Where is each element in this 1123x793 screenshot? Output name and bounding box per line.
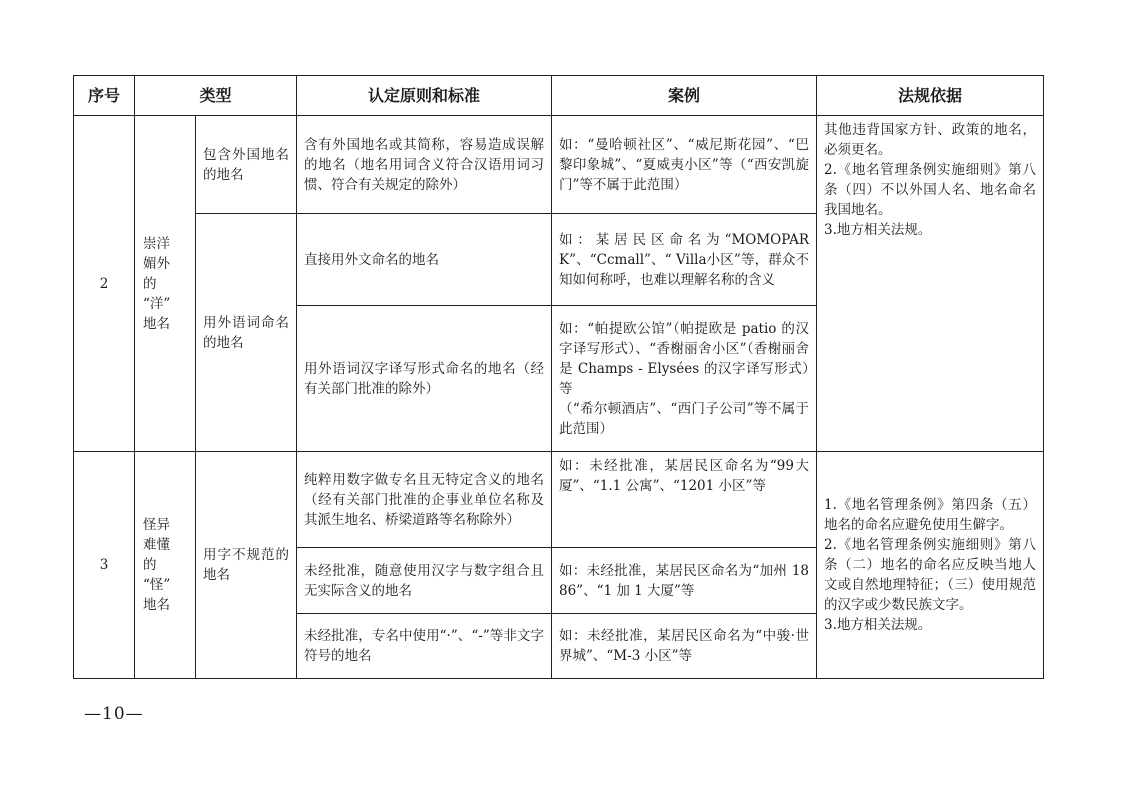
row-category: 怪异 难懂 的 “怪” 地名 [135, 452, 196, 679]
header-basis: 法规依据 [817, 76, 1044, 116]
header-no: 序号 [74, 76, 135, 116]
header-type: 类型 [135, 76, 297, 116]
case-cell: 如：未经批准，某居民区命名为“中骏·世界城”、“M-3 小区”等 [552, 614, 817, 679]
criteria-cell: 直接用外文命名的地名 [297, 214, 552, 306]
regulation-table [73, 75, 1044, 679]
basis-cell: 其他违背国家方针、政策的地名，必须更名。 2.《地名管理条例实施细则》第八条（四）不以外国人名、地名命名我国地名。 3.地方相关法规。 [817, 116, 1044, 452]
row-category: 崇洋 媚外 的 “洋” 地名 [135, 116, 196, 452]
basis-cell: 1.《地名管理条例》第四条（五）地名的命名应避免使用生僻字。 2.《地名管理条例实施细则》第八条（二）地名的命名应反映当地人文或自然地理特征；（三）使用规范的汉字或少数民族文字。 3.地方相关法规。 [817, 452, 1044, 679]
case-cell: 如：未经批准，某居民区命名为“加州 1886”、“1 加 1 大厦”等 [552, 548, 817, 614]
row-subtype: 用字不规范的地名 [196, 452, 297, 679]
table-header-row [74, 76, 1044, 116]
header-cases: 案例 [552, 76, 817, 116]
case-cell: 如：“曼哈顿社区”、“威尼斯花园”、“巴黎印象城”、“夏威夷小区”等（“西安凯旋门”等不属于此范围） [552, 116, 817, 214]
header-criteria: 认定原则和标准 [297, 76, 552, 116]
case-cell: 如：某居民区命名为“MOMOPARK”、“Ccmall”、“ Villa小区”等，群众不知如何称呼，也难以理解名称的含义 [552, 214, 817, 306]
criteria-cell: 未经批准，随意使用汉字与数字组合且无实际含义的地名 [297, 548, 552, 614]
table-row [74, 116, 1044, 214]
criteria-cell: 用外语词汉字译写形式命名的地名（经有关部门批准的除外） [297, 306, 552, 452]
row-subtype: 包含外国地名的地名 [196, 116, 297, 214]
row-no: 2 [74, 116, 135, 452]
row-no: 3 [74, 452, 135, 679]
page-number: —10— [84, 704, 144, 724]
table-row [74, 452, 1044, 548]
criteria-cell: 含有外国地名或其简称，容易造成误解的地名（地名用词含义符合汉语用词习惯、符合有关规定的除外） [297, 116, 552, 214]
criteria-cell: 纯粹用数字做专名且无特定含义的地名（经有关部门批准的企事业单位名称及其派生地名、桥梁道路等名称除外） [297, 452, 552, 548]
case-cell: 如：未经批准，某居民区命名为“99大厦”、“1.1 公寓”、“1201 小区”等 [552, 452, 817, 548]
criteria-cell: 未经批准，专名中使用“·”、“-”等非文字符号的地名 [297, 614, 552, 679]
row-subtype: 用外语词命名的地名 [196, 214, 297, 452]
case-cell: 如：“帕提欧公馆”（帕提欧是 patio 的汉字译写形式）、“香榭丽舍小区”（香榭丽舍是 Champs - Elysées 的汉字译写形式）等 （“希尔顿酒店”、“西门子公司”等不属于此范围） [552, 306, 817, 452]
